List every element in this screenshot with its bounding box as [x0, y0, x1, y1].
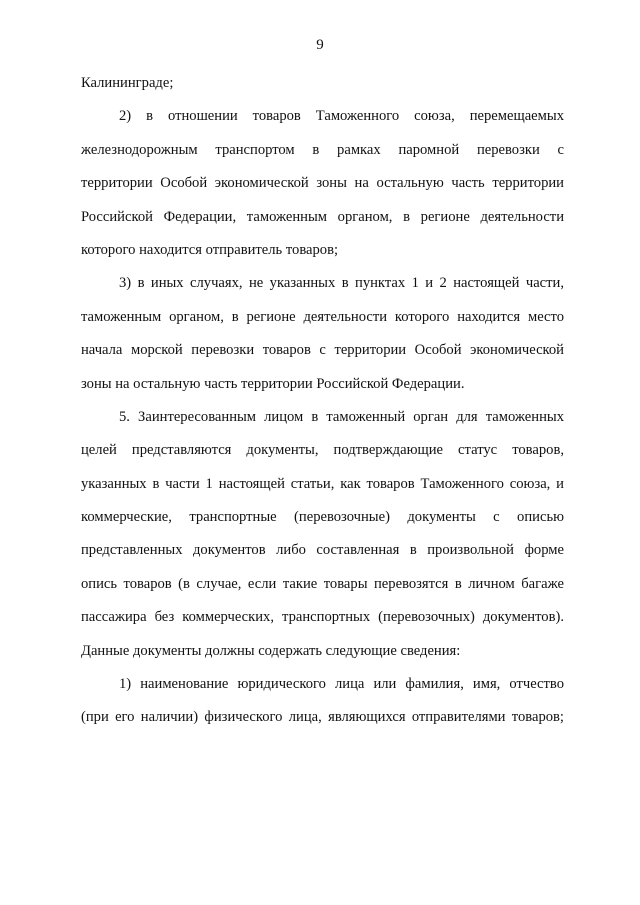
text-line: представленных документов либо составленная в произвольной форме: [81, 542, 564, 559]
text-line: опись товаров (в случае, если такие товары перевозятся в личном багаже: [81, 575, 564, 592]
text-line: пассажира без коммерческих, транспортных (перевозочных) документов).: [81, 609, 564, 626]
text-line: 5. Заинтересованным лицом в таможенный орган для таможенных: [119, 408, 564, 425]
text-line: 3) в иных случаях, не указанных в пунктах 1 и 2 настоящей части,: [119, 275, 564, 292]
text-line: 2) в отношении товаров Таможенного союза, перемещаемых: [119, 108, 564, 125]
text-line: 1) наименование юридического лица или фамилия, имя, отчество: [119, 676, 564, 693]
text-line: Данные документы должны содержать следующие сведения:: [81, 642, 461, 659]
text-line: указанных в части 1 настоящей статьи, как товаров Таможенного союза, и: [81, 475, 564, 492]
page-number: 9: [316, 37, 324, 53]
text-line: Калининграде;: [81, 75, 174, 91]
text-line: территории Особой экономической зоны на остальную часть территории: [81, 175, 564, 192]
text-line: зоны на остальную часть территории Российской Федерации.: [81, 375, 465, 392]
text-line: железнодорожным транспортом в рамках паромной перевозки с: [81, 141, 564, 158]
text-line: Российской Федерации, таможенным органом, в регионе деятельности: [81, 208, 564, 225]
text-line: таможенным органом, в регионе деятельности которого находится место: [81, 308, 564, 325]
text-line: коммерческие, транспортные (перевозочные) документы с описью: [81, 509, 564, 526]
text-line: (при его наличии) физического лица, являющихся отправителями товаров;: [81, 709, 564, 726]
text-line: начала морской перевозки товаров с территории Особой экономической: [81, 342, 564, 359]
document-body: [81, 67, 564, 735]
text-line: которого находится отправитель товаров;: [81, 241, 339, 258]
text-line: целей представляются документы, подтверждающие статус товаров,: [81, 442, 564, 459]
